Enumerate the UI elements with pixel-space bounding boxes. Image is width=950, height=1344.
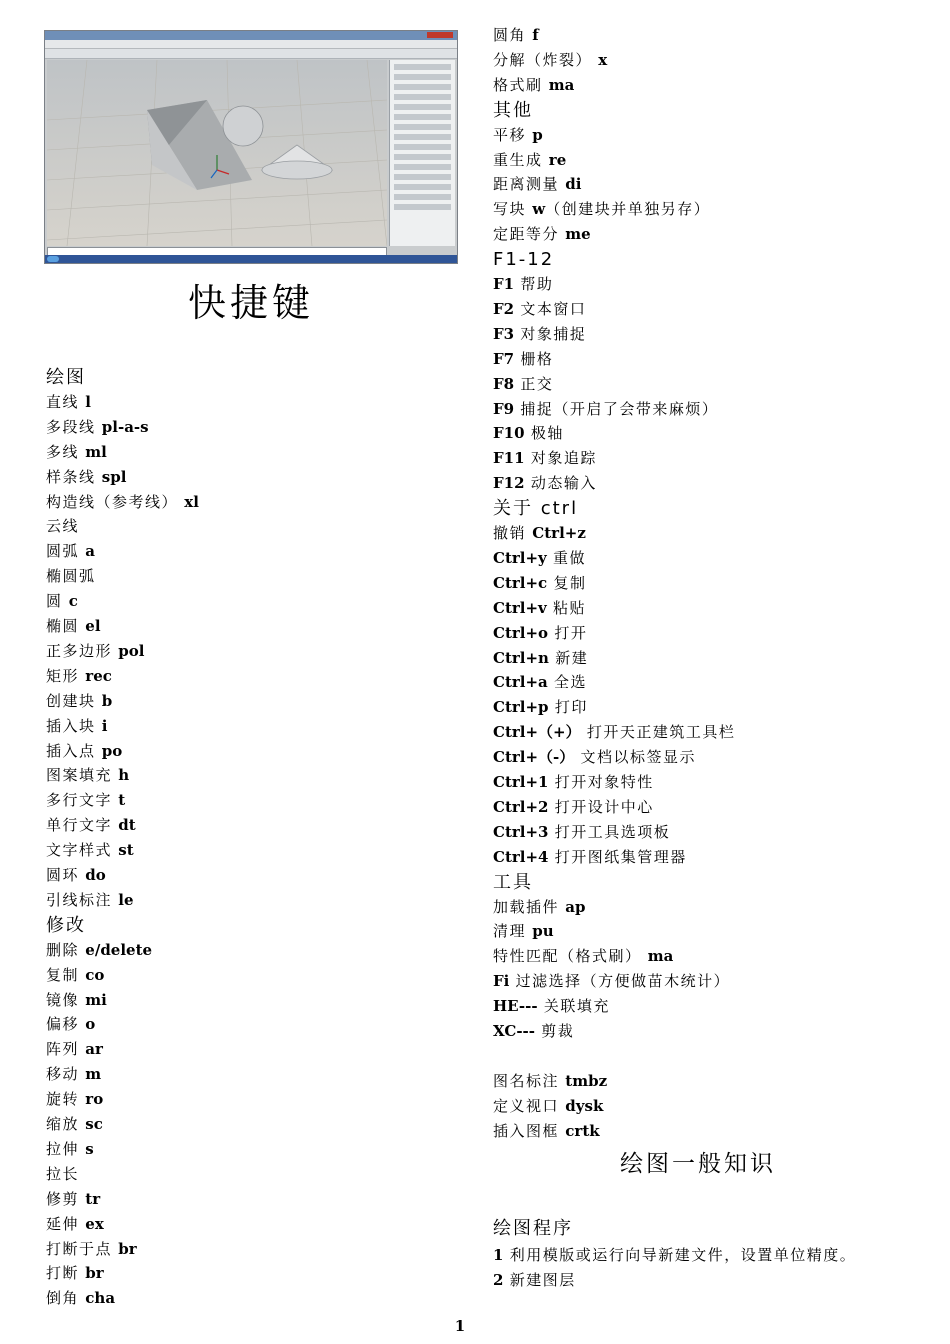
shortcut-item	[46, 888, 134, 913]
shortcut-item	[46, 689, 112, 714]
shortcut-item	[493, 23, 539, 48]
shortcut-item	[46, 589, 78, 614]
shortcut-key: po	[101, 741, 123, 760]
shortcut-item	[493, 994, 610, 1019]
shortcut-key: me	[565, 225, 591, 244]
shortcut-item	[46, 963, 104, 988]
section-heading: 工具	[493, 871, 533, 893]
shortcut-label: 云线	[46, 517, 80, 536]
shortcut-item	[46, 1087, 103, 1112]
shortcut-item	[46, 763, 129, 788]
shortcut-key: br	[85, 1264, 104, 1283]
screenshot-tool-palette	[389, 60, 455, 246]
shortcut-label: 文字样式	[46, 841, 113, 860]
shortcut-key: F7	[493, 349, 515, 368]
shortcut-label: 定义视口	[493, 1096, 560, 1115]
shortcut-label: 粘贴	[553, 598, 587, 617]
shortcut-key: x	[598, 50, 608, 69]
shortcut-item	[493, 1019, 574, 1044]
shortcut-label: 打开天正建筑工具栏	[586, 723, 736, 742]
shortcut-label: 格式刷	[493, 75, 543, 94]
shortcut-item	[493, 571, 586, 596]
shortcut-label: 打印	[554, 698, 588, 717]
shortcut-label: 对象追踪	[530, 449, 597, 468]
shortcut-key: p	[532, 125, 543, 144]
shortcut-key: ex	[85, 1214, 104, 1233]
shortcut-item	[46, 490, 199, 515]
shortcut-item	[493, 297, 586, 322]
shortcut-item	[493, 770, 654, 795]
shortcut-item	[46, 440, 107, 465]
shortcut-label: 打开图纸集管理器	[554, 847, 687, 866]
section-heading: F1-12	[493, 249, 555, 271]
shortcut-key: le	[118, 890, 134, 909]
shortcut-label: 直线	[46, 392, 80, 411]
shortcut-key: l	[85, 392, 91, 411]
shortcut-label: 撤销	[493, 524, 527, 542]
shortcut-item	[46, 714, 108, 739]
shortcut-item	[493, 745, 696, 770]
3d-shapes-illustration	[47, 60, 387, 246]
shortcut-key: tr	[85, 1189, 101, 1208]
shortcut-label: 图名标注	[493, 1071, 560, 1090]
shortcut-key: F9	[493, 399, 515, 418]
screenshot-viewport	[47, 60, 387, 246]
shortcut-label: 过滤选择（方便做苗木统计）	[515, 972, 731, 991]
shortcut-item	[46, 390, 91, 415]
shortcut-item	[46, 1286, 115, 1311]
shortcut-key: Fi	[493, 972, 510, 991]
shortcut-item	[493, 48, 607, 73]
shortcut-key: F8	[493, 374, 515, 393]
shortcut-item	[493, 197, 710, 222]
shortcut-label: 打开设计中心	[554, 797, 654, 816]
shortcut-key: w	[532, 200, 546, 219]
shortcut-item	[46, 664, 112, 689]
shortcut-label: 对象捕捉	[520, 324, 587, 343]
shortcut-key: do	[85, 866, 106, 884]
shortcut-item	[46, 838, 134, 863]
shortcut-label: 插入块	[46, 716, 96, 735]
shortcut-key: xl	[184, 492, 199, 511]
shortcut-key: ro	[85, 1090, 104, 1109]
shortcut-key: pol	[118, 641, 145, 660]
shortcut-label: 打断	[46, 1264, 80, 1283]
shortcut-label: 多线	[46, 442, 80, 461]
shortcut-label: 帮助	[520, 275, 554, 293]
shortcut-label: 复制	[46, 965, 80, 984]
shortcut-key: di	[565, 175, 582, 194]
shortcut-item	[46, 1212, 104, 1237]
shortcut-label: 距离测量	[493, 175, 560, 194]
cone-base	[262, 161, 332, 179]
shortcut-item	[46, 514, 79, 539]
shortcut-key: Ctrl+（+）	[493, 723, 581, 742]
shortcut-note: （创建块并单独另存）	[545, 200, 711, 219]
shortcut-item	[46, 863, 106, 888]
shortcut-label: 圆环	[46, 866, 80, 884]
shortcut-label: 写块	[493, 200, 527, 219]
shortcut-key: b	[101, 691, 113, 710]
shortcut-item	[493, 123, 543, 148]
shortcut-item	[493, 720, 735, 745]
shortcut-item	[493, 944, 673, 969]
section-heading: 修改	[46, 914, 86, 936]
shortcut-label: 文档以标签显示	[580, 748, 697, 767]
shortcut-key: mi	[85, 990, 107, 1009]
shortcut-key: F3	[493, 324, 515, 343]
shortcut-key: tmbz	[565, 1071, 608, 1090]
shortcut-key: ap	[565, 897, 586, 916]
shortcut-item	[493, 845, 687, 870]
section-heading: 关于 ctrl	[493, 498, 579, 520]
shortcut-key: ma	[548, 75, 575, 94]
shortcut-key: F2	[493, 299, 515, 318]
shortcut-key: Ctrl+n	[493, 648, 549, 667]
shortcut-item	[493, 895, 586, 920]
shortcut-key: st	[118, 841, 134, 860]
sphere-shape	[223, 106, 263, 146]
shortcut-key: cha	[85, 1289, 116, 1308]
shortcut-label: 打开	[554, 623, 588, 642]
shortcut-label: 新建	[555, 648, 589, 667]
shortcut-key: co	[85, 965, 105, 984]
shortcut-label: 构造线（参考线）	[46, 492, 179, 511]
shortcut-item	[493, 446, 597, 471]
shortcut-label: 正交	[520, 374, 554, 393]
shortcut-item	[46, 1062, 101, 1087]
shortcut-label: 移动	[46, 1065, 80, 1084]
shortcut-key: pu	[532, 922, 554, 941]
shortcut-key: Ctrl+（-）	[493, 748, 575, 767]
shortcut-label: 延伸	[46, 1214, 80, 1233]
shortcut-item	[46, 1237, 137, 1262]
shortcut-item	[493, 521, 586, 546]
shortcut-label: 多段线	[46, 417, 96, 436]
shortcut-key: el	[85, 617, 101, 635]
shortcut-key: e/delete	[85, 940, 153, 959]
shortcut-item	[493, 372, 553, 397]
shortcut-item	[46, 1112, 103, 1137]
shortcut-item	[493, 795, 654, 820]
shortcut-label: 圆	[46, 592, 63, 611]
procedure-step	[493, 1268, 576, 1293]
shortcut-label: 捕捉（开启了会带来麻烦）	[520, 399, 719, 418]
shortcut-label: 旋转	[46, 1090, 80, 1109]
shortcut-item	[493, 596, 586, 621]
shortcut-item	[493, 546, 586, 571]
shortcut-item	[493, 646, 588, 671]
cad-screenshot	[44, 30, 458, 264]
shortcut-item	[493, 695, 588, 720]
shortcut-label: 阵列	[46, 1040, 80, 1059]
page-title: 快捷键	[187, 281, 314, 325]
shortcut-key: Ctrl+3	[493, 822, 549, 841]
shortcut-key: XC---	[493, 1022, 535, 1040]
shortcut-item	[493, 272, 553, 297]
screenshot-menubar	[45, 40, 457, 49]
shortcut-label: 矩形	[46, 666, 80, 685]
shortcut-item	[493, 148, 566, 173]
screenshot-window-buttons	[427, 32, 453, 38]
shortcut-item	[493, 222, 591, 247]
shortcut-key: Ctrl+p	[493, 698, 549, 717]
shortcut-label: 正多边形	[46, 641, 113, 660]
shortcut-item	[46, 1162, 79, 1187]
shortcut-label: 椭圆	[46, 617, 80, 635]
shortcut-key: Ctrl+y	[493, 548, 547, 567]
shortcut-label: 删除	[46, 940, 80, 959]
shortcut-label: 拉伸	[46, 1139, 80, 1158]
shortcut-label: 打断于点	[46, 1239, 113, 1258]
shortcut-label: 引线标注	[46, 890, 113, 909]
shortcut-label: 重生成	[493, 150, 543, 169]
shortcut-key: pl-a-s	[101, 417, 149, 436]
shortcut-key: F12	[493, 474, 525, 493]
shortcut-item	[493, 1069, 607, 1094]
shortcut-item	[46, 564, 96, 589]
shortcut-key: ma	[647, 947, 674, 966]
shortcut-label: 清理	[493, 922, 527, 941]
shortcut-item	[46, 1187, 100, 1212]
shortcut-key: Ctrl+o	[493, 623, 549, 642]
shortcut-label: 偏移	[46, 1015, 80, 1034]
shortcut-key: i	[101, 716, 108, 735]
shortcut-item	[46, 415, 149, 440]
start-button-icon	[47, 256, 59, 262]
shortcut-key: Ctrl+2	[493, 797, 549, 816]
shortcut-key: a	[85, 542, 96, 561]
shortcut-label: 平移	[493, 125, 527, 144]
knowledge-heading: 绘图一般知识	[620, 1151, 776, 1177]
shortcut-label: 修剪	[46, 1189, 80, 1208]
section-heading: 绘图	[46, 367, 86, 388]
step-text: 新建图层	[509, 1270, 576, 1289]
shortcut-item	[493, 919, 554, 944]
shortcut-label: 倒角	[46, 1289, 80, 1308]
shortcut-key: Ctrl+c	[493, 573, 548, 592]
shortcut-label: 创建块	[46, 691, 96, 710]
shortcut-item	[493, 820, 670, 845]
step-number: 1	[493, 1246, 504, 1264]
screenshot-taskbar	[45, 255, 457, 263]
shortcut-label: 关联填充	[543, 997, 610, 1016]
shortcut-item	[46, 465, 126, 490]
shortcut-item	[493, 621, 587, 646]
shortcut-key: F11	[493, 449, 525, 468]
screenshot-titlebar	[45, 31, 457, 40]
shortcut-label: 镜像	[46, 990, 80, 1009]
shortcut-item	[493, 1119, 600, 1144]
shortcut-label: 全选	[554, 673, 588, 692]
shortcut-label: 分解（炸裂）	[493, 50, 593, 69]
shortcut-key: F1	[493, 275, 515, 293]
shortcut-key: Ctrl+a	[493, 673, 548, 692]
shortcut-key: rec	[85, 666, 112, 685]
page-number: 1	[454, 1317, 466, 1335]
shortcut-label: 拉长	[46, 1164, 80, 1183]
shortcut-key: F10	[493, 424, 525, 443]
shortcut-key: t	[118, 791, 126, 810]
shortcut-label: 椭圆弧	[46, 567, 96, 586]
shortcut-item	[493, 322, 586, 347]
shortcut-label: 复制	[553, 573, 587, 592]
shortcut-label: 圆弧	[46, 542, 80, 561]
shortcut-key: HE---	[493, 997, 538, 1016]
shortcut-label: 特性匹配（格式刷）	[493, 947, 642, 966]
shortcut-item	[493, 347, 553, 372]
shortcut-label: 剪裁	[541, 1022, 575, 1040]
shortcut-key: Ctrl+4	[493, 847, 549, 866]
shortcut-key: sc	[85, 1115, 103, 1133]
shortcut-label: 样条线	[46, 467, 96, 486]
shortcut-item	[46, 739, 122, 764]
shortcut-item	[493, 172, 581, 197]
shortcut-item	[46, 539, 95, 564]
shortcut-item	[46, 639, 145, 664]
shortcut-label: 重做	[553, 548, 587, 567]
shortcut-key: m	[85, 1065, 102, 1084]
shortcut-label: 插入点	[46, 741, 96, 760]
shortcut-key: re	[548, 150, 567, 169]
shortcut-item	[46, 1261, 104, 1286]
shortcut-key: crtk	[565, 1121, 600, 1140]
shortcut-item	[46, 1137, 94, 1162]
shortcut-item	[493, 421, 564, 446]
shortcut-item	[493, 670, 587, 695]
shortcut-label: 栅格	[520, 349, 554, 368]
shortcut-label: 圆角	[493, 26, 527, 44]
shortcut-item	[46, 938, 152, 963]
shortcut-key: ar	[85, 1040, 103, 1059]
shortcut-label: 缩放	[46, 1115, 80, 1133]
shortcut-key: dt	[118, 816, 136, 835]
shortcut-item	[493, 1094, 603, 1119]
shortcut-item	[46, 1012, 95, 1037]
shortcut-item	[46, 988, 107, 1013]
shortcut-item	[493, 471, 597, 496]
procedure-step	[493, 1243, 856, 1268]
shortcut-label: 动态输入	[530, 474, 597, 493]
shortcut-item	[493, 397, 718, 422]
shortcut-label: 打开对象特性	[554, 773, 654, 791]
shortcut-item	[493, 969, 730, 994]
shortcut-label: 多行文字	[46, 791, 113, 810]
shortcut-key: Ctrl+z	[532, 524, 586, 542]
shortcut-key: Ctrl+1	[493, 773, 549, 791]
shortcut-item	[46, 788, 125, 813]
shortcut-key: s	[85, 1139, 94, 1158]
shortcut-key: Ctrl+v	[493, 598, 547, 617]
shortcut-item	[46, 1037, 103, 1062]
shortcut-item	[46, 813, 136, 838]
shortcut-key: spl	[101, 467, 127, 486]
section-heading: 绘图程序	[493, 1218, 573, 1239]
shortcut-key: h	[118, 766, 130, 785]
shortcut-label: 图案填充	[46, 766, 113, 785]
shortcut-label: 文本窗口	[520, 299, 587, 318]
shortcut-key: dysk	[565, 1096, 604, 1115]
step-text: 利用模版或运行向导新建文件，设置单位精度。	[509, 1246, 857, 1264]
shortcut-label: 打开工具选项板	[554, 822, 671, 841]
screenshot-toolbar	[45, 49, 457, 59]
shortcut-label: 加载插件	[493, 897, 560, 916]
shortcut-key: f	[532, 26, 539, 44]
shortcut-key: ml	[85, 442, 107, 461]
shortcut-key: c	[68, 592, 78, 611]
step-number: 2	[493, 1270, 504, 1289]
shortcut-label: 极轴	[530, 424, 564, 443]
shortcut-label: 插入图框	[493, 1121, 560, 1140]
shortcut-item	[493, 73, 574, 98]
shortcut-label: 定距等分	[493, 225, 560, 244]
shortcut-key: br	[118, 1239, 137, 1258]
shortcut-item	[46, 614, 101, 639]
shortcut-key: o	[85, 1015, 96, 1034]
shortcut-label: 单行文字	[46, 816, 113, 835]
section-heading: 其他	[493, 99, 533, 121]
